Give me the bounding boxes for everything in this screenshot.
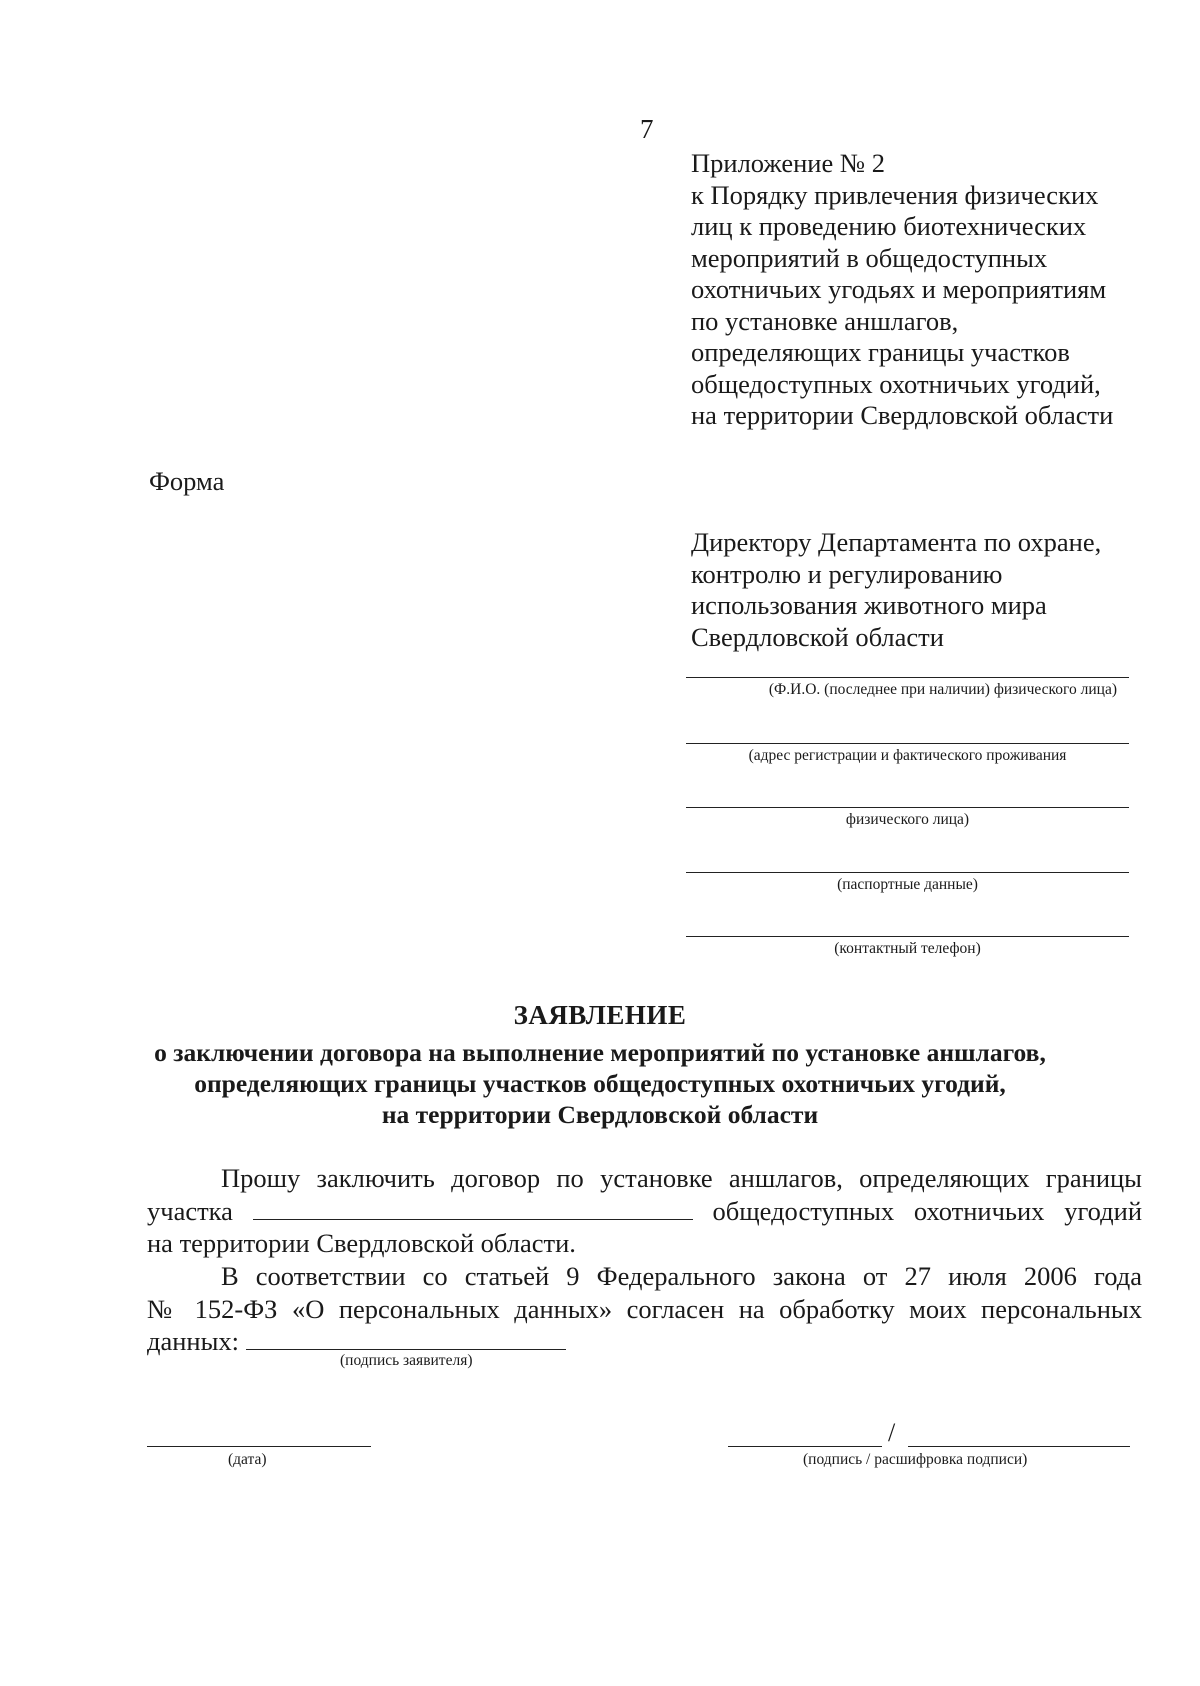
appendix-line: по установке аншлагов, (691, 305, 959, 336)
addressee-line: Свердловской области (691, 621, 944, 652)
request-line-2 (147, 1195, 1142, 1228)
appendix-line: мероприятий в общедоступных (691, 242, 1048, 273)
phone-caption: (контактный телефон) (834, 940, 981, 957)
address-caption: (адрес регистрации и фактического проживания (748, 747, 1067, 764)
form-label: Форма (149, 466, 225, 496)
passport-blank-line[interactable] (686, 872, 1129, 873)
passport-field[interactable] (686, 872, 1129, 894)
request-paragraph (147, 1162, 1142, 1260)
consent-signature-blank[interactable] (246, 1329, 566, 1350)
address-cont-blank-line[interactable] (686, 807, 1129, 808)
signature-decode-blank-line[interactable] (908, 1446, 1130, 1447)
consent-line-3-start: данных: (147, 1326, 240, 1356)
address-field[interactable] (686, 743, 1129, 765)
consent-line-1: В соответствии со статьей 9 Федерального закона от 27 июля 2006 года (221, 1261, 1142, 1291)
addressee-line: Директору Департамента по охране, (691, 527, 1102, 557)
signature-caption: (подпись / расшифровка подписи) (803, 1451, 1028, 1468)
signature-blank-line[interactable] (728, 1446, 882, 1447)
appendix-line: Приложение № 2 (691, 148, 886, 178)
addressee-line: использования животного мира (691, 590, 1047, 620)
appendix-line: охотничьих угодьях и мероприятиям (691, 274, 1107, 304)
address-field-cont[interactable] (686, 807, 1129, 829)
request-line-3: на территории Свердловской области. (147, 1228, 576, 1258)
consent-line-3 (147, 1325, 1142, 1358)
fio-caption: (Ф.И.О. (последнее при наличии) физического лица) (768, 681, 1117, 698)
title-main: ЗАЯВЛЕНИЕ (513, 1000, 687, 1030)
passport-caption: (паспортные данные) (837, 876, 978, 893)
statement-title (130, 1000, 1070, 1130)
date-blank-line[interactable] (147, 1446, 371, 1447)
page-number: 7 (640, 114, 654, 144)
date-caption: (дата) (228, 1451, 267, 1468)
appendix-line: лиц к проведению биотехнических (691, 211, 1087, 241)
phone-field[interactable] (686, 936, 1129, 958)
appendix-heading (691, 148, 1161, 432)
consent-signature-caption: (подпись заявителя) (340, 1352, 473, 1369)
address-blank-line[interactable] (686, 743, 1129, 744)
signature-slash: / (888, 1418, 896, 1447)
fio-blank-line[interactable] (686, 677, 1129, 678)
title-sub-line: определяющих границы участков общедоступных охотничьих угодий, (194, 1069, 1006, 1098)
request-line-2-start: участка (147, 1195, 233, 1226)
appendix-line: на территории Свердловской области (691, 400, 1114, 430)
appendix-line: определяющих границы участков (691, 337, 1070, 367)
consent-line-2: № 152-ФЗ «О персональных данных» согласен на обработку моих персональных (147, 1293, 1142, 1324)
addressee-block (691, 527, 1151, 653)
addressee-line: контролю и регулированию (691, 558, 1003, 589)
title-sub-line: на территории Свердловской области (381, 1100, 819, 1129)
plot-name-blank[interactable] (253, 1199, 693, 1220)
request-line-2-end: общедоступных охотничьих угодий (712, 1195, 1143, 1226)
title-sub-line: о заключении договора на выполнение мероприятий по установке аншлагов, (154, 1038, 1046, 1067)
fio-field[interactable] (686, 677, 1129, 699)
address-cont-caption: физического лица) (845, 811, 970, 828)
consent-paragraph (147, 1260, 1142, 1358)
appendix-line: общедоступных охотничьих угодий, (691, 368, 1101, 399)
phone-blank-line[interactable] (686, 936, 1129, 937)
request-line-1: Прошу заключить договор по установке аншлагов, определяющих границы (221, 1163, 1142, 1193)
appendix-line: к Порядку привлечения физических (691, 179, 1099, 210)
